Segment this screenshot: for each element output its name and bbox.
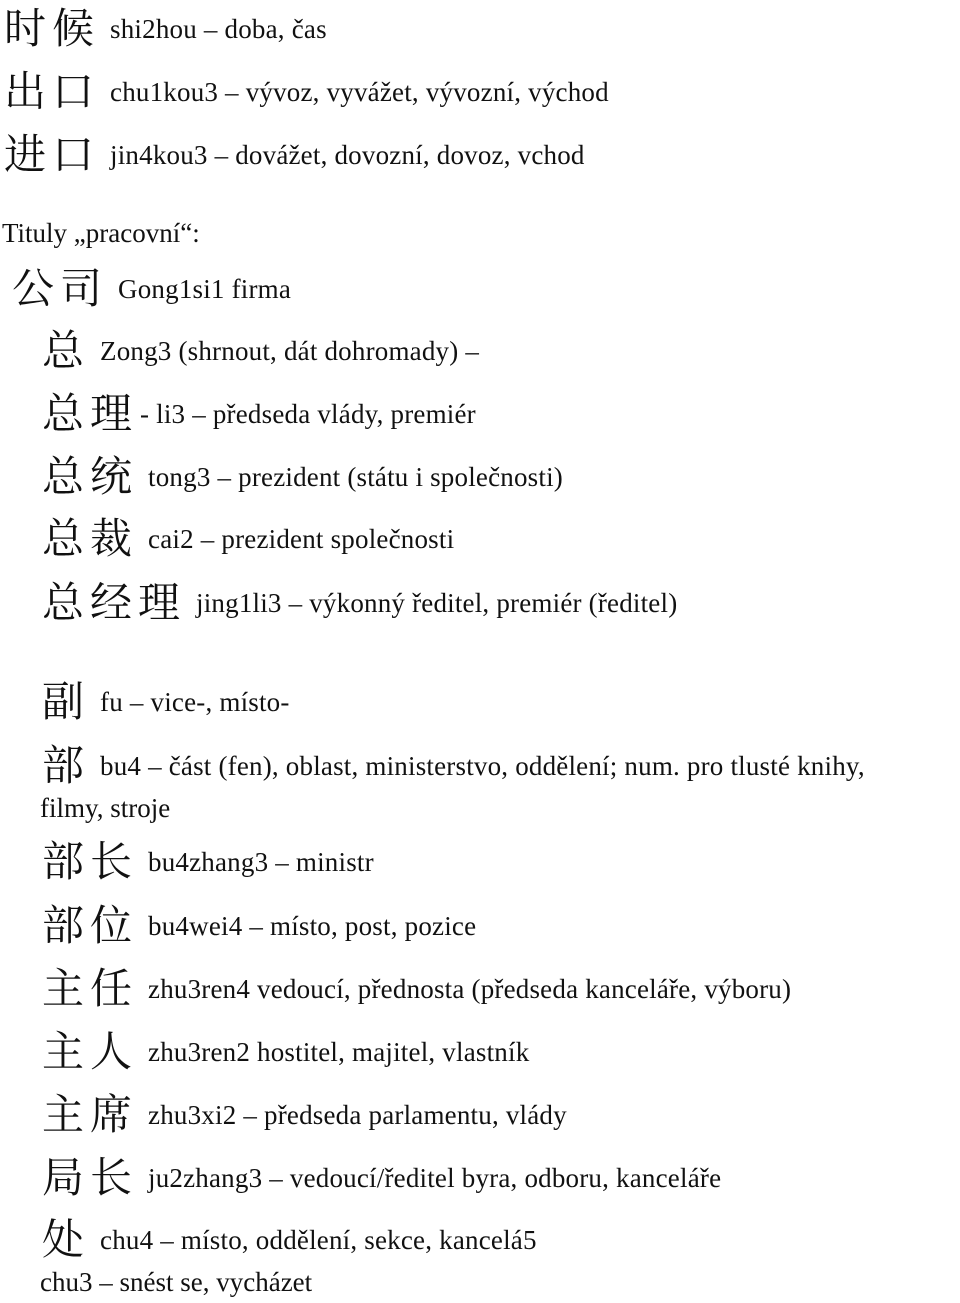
entry-zong	[42, 328, 479, 374]
definition: tong3 – prezident (státu i společnosti)	[148, 462, 563, 492]
entry-zongli	[42, 391, 476, 437]
definition: jin4kou3 – dovážet, dovozní, dovoz, vchod	[110, 140, 585, 170]
definition: zhu3ren2 hostitel, majitel, vlastník	[148, 1037, 530, 1067]
entry-zhuren4	[42, 966, 791, 1012]
definition: chu1kou3 – vývoz, vyvážet, vývozní, východ	[110, 77, 609, 107]
hanzi: 部	[42, 741, 91, 790]
definition: shi2hou – doba, čas	[110, 14, 327, 44]
entry-juzhang	[42, 1155, 721, 1201]
definition: bu4wei4 – místo, post, pozice	[148, 911, 477, 941]
entry-jinkou	[4, 132, 585, 178]
hanzi: 主席	[42, 1090, 139, 1139]
entry-zongjingli	[42, 580, 677, 626]
entry-chu-continuation: chu3 – snést se, vycházet	[40, 1267, 313, 1297]
definition: chu4 – místo, oddělení, sekce, kancelá5	[100, 1225, 537, 1255]
entry-buzhang	[42, 839, 374, 885]
hanzi: 进口	[4, 130, 101, 179]
section-heading: Tituly „pracovní“:	[2, 218, 200, 248]
hanzi: 副	[42, 677, 91, 726]
hanzi: 主任	[42, 964, 139, 1013]
definition: jing1li3 – výkonný ředitel, premiér (ředitel)	[196, 588, 678, 618]
hanzi: 部长	[42, 837, 139, 886]
entry-chukou	[4, 69, 609, 115]
hanzi: 时候	[4, 4, 101, 53]
hanzi: 主人	[42, 1027, 139, 1076]
definition: Gong1si1 firma	[118, 274, 292, 304]
definition: bu4 – část (fen), oblast, ministerstvo, oddělení; num. pro tlusté knihy,	[100, 751, 865, 781]
entry-shihou	[4, 6, 327, 52]
hanzi: 出口	[4, 67, 101, 116]
hanzi: 总	[42, 326, 91, 375]
entry-bu-continuation: filmy, stroje	[40, 793, 171, 823]
hanzi: 部位	[42, 901, 139, 950]
definition: zhu3xi2 – předseda parlamentu, vlády	[148, 1100, 567, 1130]
hanzi: 总经理	[42, 578, 187, 627]
entry-zhuren2	[42, 1029, 529, 1075]
hanzi: 局长	[42, 1153, 139, 1202]
entry-fu	[42, 679, 290, 725]
definition: - li3 – předseda vlády, premiér	[140, 399, 476, 429]
hanzi: 总理	[42, 389, 139, 438]
definition: Zong3 (shrnout, dát dohromady) –	[100, 336, 480, 366]
definition: bu4zhang3 – ministr	[148, 847, 374, 877]
definition: zhu3ren4 vedoucí, přednosta (předseda kanceláře, výboru)	[148, 974, 792, 1004]
definition: fu – vice-, místo-	[100, 687, 290, 717]
entry-bu	[42, 743, 865, 789]
hanzi: 总统	[42, 452, 139, 501]
entry-zongtong	[42, 454, 563, 500]
entry-chu	[42, 1217, 537, 1263]
entry-zongcai	[42, 516, 454, 562]
entry-gongsi	[12, 266, 291, 312]
hanzi: 公司	[12, 264, 109, 313]
definition: cai2 – prezident společnosti	[148, 524, 455, 554]
entry-zhuxi	[42, 1092, 567, 1138]
hanzi: 总裁	[42, 514, 139, 563]
definition: ju2zhang3 – vedoucí/ředitel byra, odboru, kanceláře	[148, 1163, 722, 1193]
entry-buwei	[42, 903, 476, 949]
hanzi: 处	[42, 1215, 91, 1264]
